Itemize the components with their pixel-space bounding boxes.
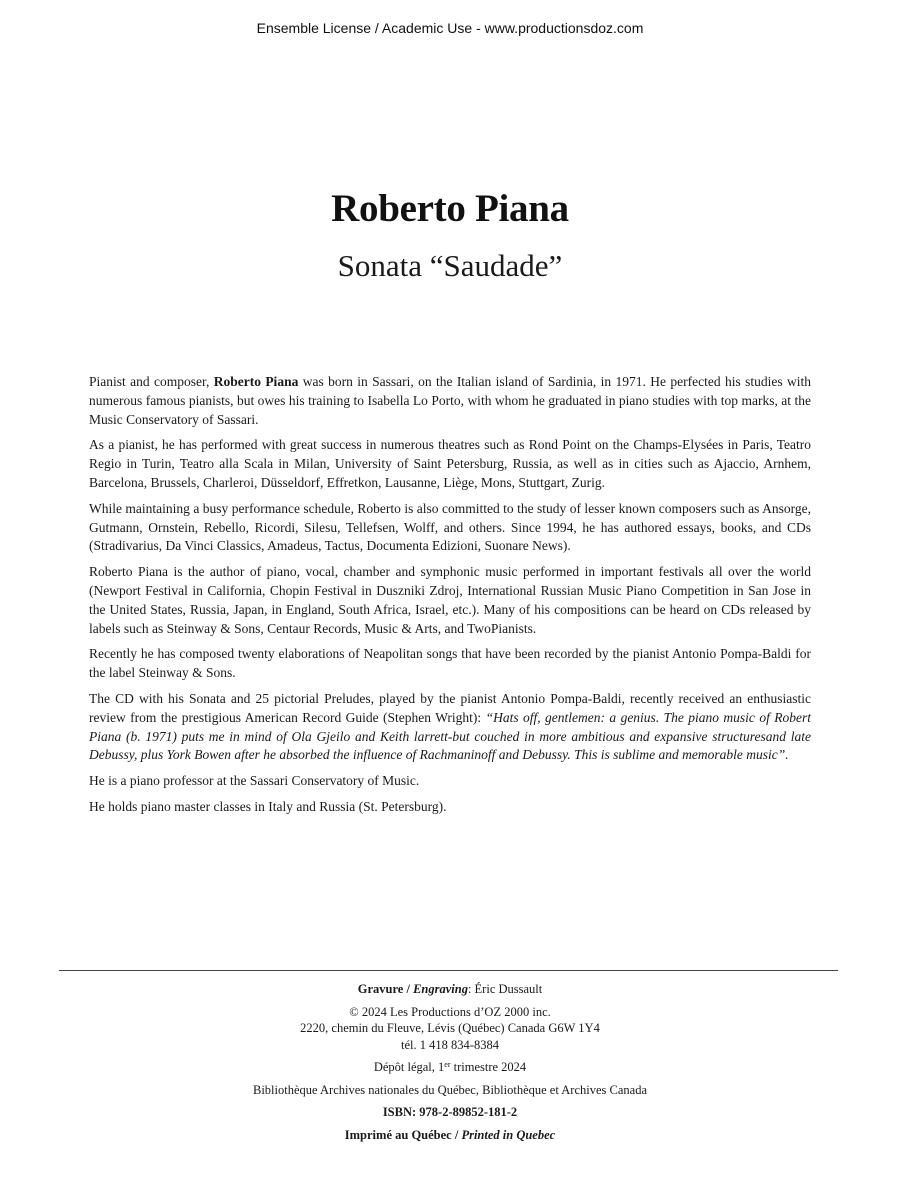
engraving-label-en: Engraving: [413, 982, 468, 996]
engraving-label-fr: Gravure /: [357, 982, 414, 996]
bio-paragraph-8: He holds piano master classes in Italy and Russia (St. Petersburg).: [89, 798, 447, 814]
bio-paragraph-6: [89, 690, 811, 765]
libraries-line: Bibliothèque Archives nationales du Québec, Bibliothèque et Archives Canada: [253, 1082, 647, 1097]
engraver-name: : Éric Dussault: [467, 982, 543, 996]
copyright-line: © 2024 Les Productions d’OZ 2000 inc.: [349, 1004, 551, 1019]
isbn-line: ISBN: 978-2-89852-181-2: [382, 1105, 518, 1119]
colophon: [0, 981, 900, 1143]
biography: [89, 373, 811, 824]
bio-paragraph-5: Recently he has composed twenty elaborations of Neapolitan songs that have been recorded by the pianist Antonio Pompa-Baldi for the label Steinway & Sons.: [89, 646, 811, 681]
legal-deposit-lead: Dépôt légal, 1: [373, 1060, 445, 1074]
legal-deposit: [0, 1059, 900, 1076]
bio-paragraph-3: While maintaining a busy performance schedule, Roberto is also committed to the study of lesser known composers such as Ansorge, Gutmann, Ornstein, Rebello, Ricordi, Silesu, Tellefsen, Wolff, and others. Since 1994, he has authored essays, books, and CDs (Stradivarius, Da Vinci Classics, Amadeus, Tactus, Documenta Edizioni, Suonare News).: [89, 500, 811, 554]
legal-deposit-rest: trimestre 2024: [450, 1060, 527, 1074]
review-quote: “Hats off, gentlemen: a genius. The piano music of Robert Piana (b. 1971) puts me in mind of Ola Gjeilo and Keith larrett-but couched in more ambitious and expansive structuresand late Debussy, plus York Bowen after he absorbed the influence of Rachmaninoff and Debussy. This is sublime and memorable music”.: [89, 709, 811, 763]
bio-paragraph-1: [89, 373, 811, 429]
printed-en: Printed in Quebec: [461, 1127, 556, 1142]
printed-line: [0, 1127, 900, 1144]
legal-deposit-ordinal: er: [444, 1060, 451, 1069]
composer-name: Roberto Piana: [331, 187, 569, 230]
printed-fr: Imprimé au Québec /: [344, 1127, 462, 1142]
engraving-credit: [0, 981, 900, 998]
bio-paragraph-7: He is a piano professor at the Sassari Conservatory of Music.: [89, 773, 420, 789]
phone-line: tél. 1 418 834-8384: [401, 1037, 499, 1052]
bio-p1-rest: was born in Sassari, on the Italian island of Sardinia, in 1971. He perfected his studies with numerous famous pianists, but owes his training to Isabella Lo Porto, with whom he graduated in piano studies with top marks, at the Music Conservatory of Sassari.: [89, 374, 811, 427]
license-header: Ensemble License / Academic Use - www.productionsdoz.com: [256, 20, 644, 36]
colophon-divider: [59, 970, 838, 971]
bio-p6-lead: The CD with his Sonata and 25 pictorial Preludes, played by the pianist Antonio Pompa-Baldi, recently received an enthusiastic review from the prestigious American Record Guide (Stephen Wright):: [89, 690, 811, 725]
bio-p1-lead: Pianist and composer,: [89, 374, 214, 389]
bio-composer-name: Roberto Piana: [213, 374, 299, 389]
work-title: Sonata “Saudade”: [337, 248, 563, 283]
bio-paragraph-4: Roberto Piana is the author of piano, vocal, chamber and symphonic music performed in important festivals all over the world (Newport Festival in California, Chopin Festival in Duszniki Zdroj, International Russian Music Piano Competition in San Jose in the United States, Russia, Japan, in England, South Africa, Israel, etc.). Many of his compositions can be heard on CDs released by labels such as Steinway & Sons, Centaur Records, Music & Arts, and TwoPianists.: [89, 564, 811, 636]
bio-paragraph-2: As a pianist, he has performed with great success in numerous theatres such as Rond Point on the Champs-Elysées in Paris, Teatro Regio in Turin, Teatro alla Scala in Milan, University of Saint Petersburg, Russia, as well as in cities such as Ajaccio, Arnhem, Barcelona, Brussels, Charleroi, Düsseldorf, Effretkon, Lausanne, Liège, Mons, Stuttgart, Zurig.: [89, 437, 811, 490]
address-line: 2220, chemin du Fleuve, Lévis (Québec) Canada G6W 1Y4: [300, 1021, 600, 1035]
